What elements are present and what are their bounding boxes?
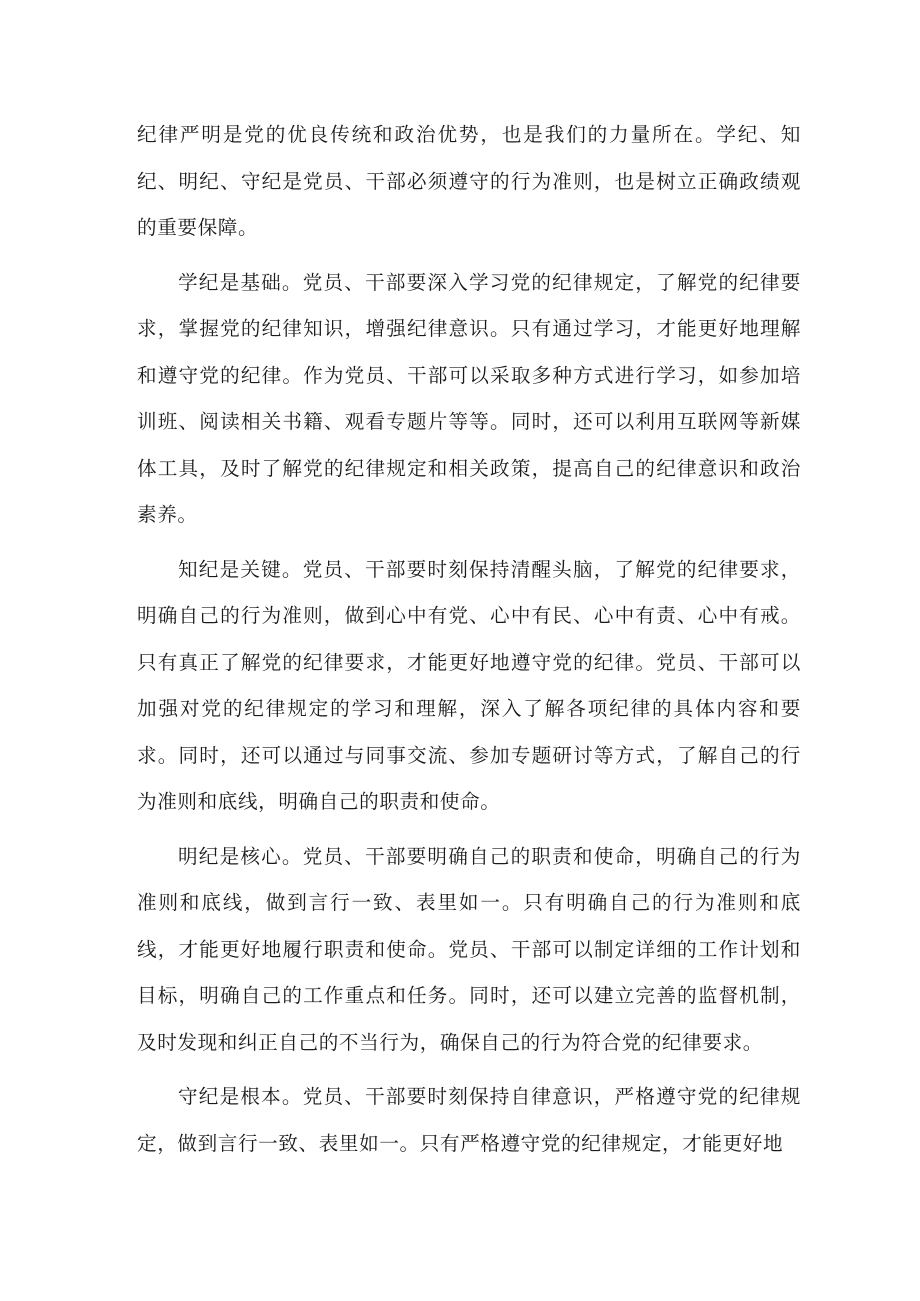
paragraph-learn-discipline: 学纪是基础。党员、干部要深入学习党的纪律规定，了解党的纪律要求，掌握党的纪律知识，增强纪律意识。只有通过学习，才能更好地理解和遵守党的纪律。作为党员、干部可以采取多种方式进行学习，如参加培训班、阅读相关书籍、观看专题片等等。同时，还可以利用互联网等新媒体工具，及时了解党的纪律规定和相关政策，提高自己的纪律意识和政治素养。 [137, 270, 801, 526]
document-body [137, 112, 801, 1175]
paragraph-intro: 纪律严明是党的优良传统和政治优势，也是我们的力量所在。学纪、知纪、明纪、守纪是党员、干部必须遵守的行为准则，也是树立正确政绩观的重要保障。 [137, 123, 801, 239]
paragraph-understand-discipline: 明纪是核心。党员、干部要明确自己的职责和使命，明确自己的行为准则和底线，做到言行一致、表里如一。只有明确自己的行为准则和底线，才能更好地履行职责和使命。党员、干部可以制定详细的工作计划和目标，明确自己的工作重点和任务。同时，还可以建立完善的监督机制，及时发现和纠正自己的不当行为，确保自己的行为符合党的纪律要求。 [137, 844, 801, 1054]
paragraph-know-discipline: 知纪是关键。党员、干部要时刻保持清醒头脑，了解党的纪律要求，明确自己的行为准则，做到心中有党、心中有民、心中有责、心中有戒。只有真正了解党的纪律要求，才能更好地遵守党的纪律。党员、干部可以加强对党的纪律规定的学习和理解，深入了解各项纪律的具体内容和要求。同时，还可以通过与同事交流、参加专题研讨等方式，了解自己的行为准则和底线，明确自己的职责和使命。 [137, 557, 801, 813]
paragraph-keep-discipline: 守纪是根本。党员、干部要时刻保持自律意识，严格遵守党的纪律规定，做到言行一致、表里如一。只有严格遵守党的纪律规定，才能更好地 [137, 1085, 801, 1155]
